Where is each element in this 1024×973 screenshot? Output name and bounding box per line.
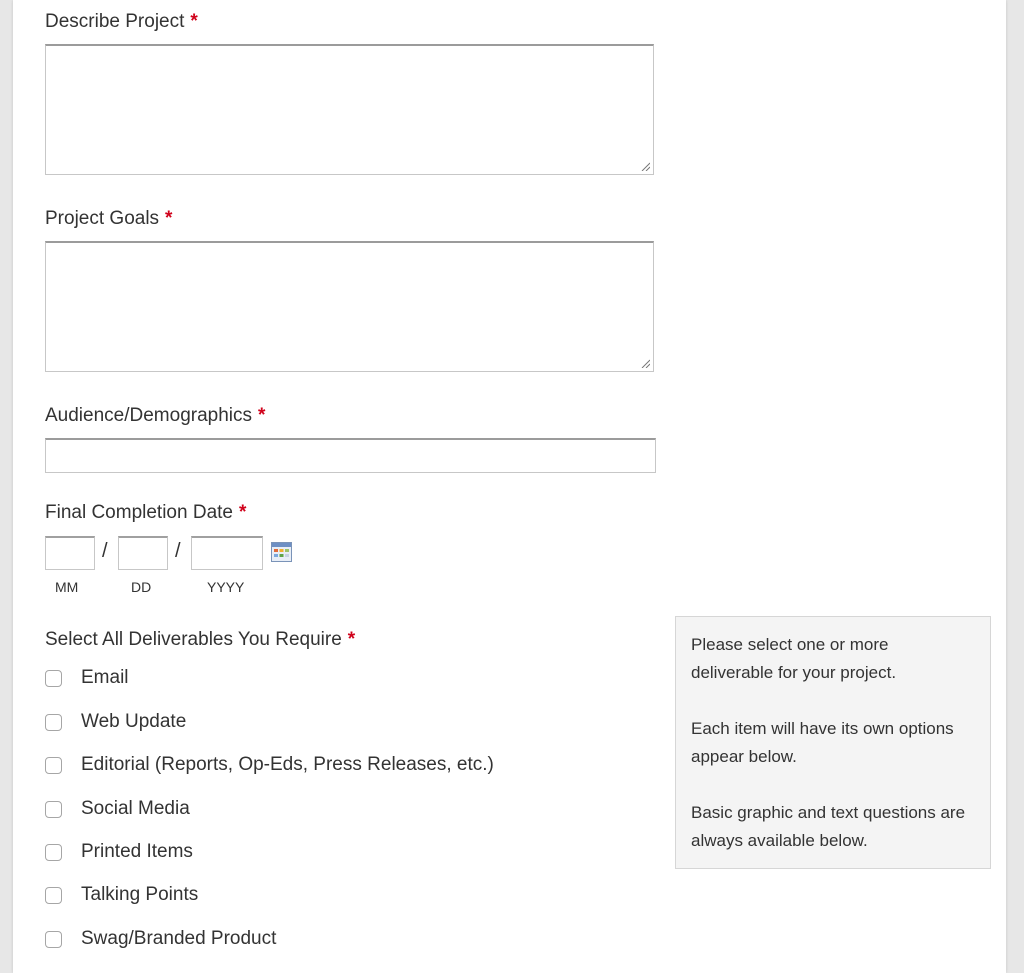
date-separator: /	[175, 540, 181, 562]
checkbox[interactable]	[45, 670, 62, 687]
checkbox[interactable]	[45, 801, 62, 818]
audience-input[interactable]	[45, 438, 656, 473]
resize-handle-icon[interactable]	[640, 161, 650, 171]
required-marker: *	[347, 629, 356, 650]
month-sublabel: MM	[55, 579, 79, 595]
help-text: Please select one or more deliverable for your project.	[691, 635, 897, 682]
checkbox[interactable]	[45, 714, 62, 731]
checkbox[interactable]	[45, 887, 62, 904]
required-marker: *	[190, 11, 198, 32]
day-sublabel: DD	[131, 579, 152, 595]
help-text: Each item will have its own options appear below.	[691, 719, 954, 766]
deliverables-help-box	[675, 616, 991, 869]
checkbox[interactable]	[45, 757, 62, 774]
help-text: Basic graphic and text questions are always available below.	[691, 803, 966, 850]
project-goals-label: Project Goals *	[45, 208, 173, 229]
date-month-input[interactable]	[45, 536, 95, 570]
project-goals-textarea[interactable]	[45, 241, 654, 372]
describe-project-label: Describe Project *	[45, 11, 198, 32]
resize-handle-icon[interactable]	[640, 358, 650, 368]
year-sublabel: YYYY	[207, 579, 245, 595]
required-marker: *	[258, 405, 266, 426]
date-separator: /	[102, 540, 108, 562]
audience-label: Audience/Demographics *	[45, 405, 266, 426]
required-marker: *	[165, 208, 173, 229]
completion-date-label: Final Completion Date *	[45, 502, 247, 523]
checkbox[interactable]	[45, 931, 62, 948]
calendar-icon[interactable]	[271, 542, 292, 562]
date-day-input[interactable]	[118, 536, 168, 570]
checkbox[interactable]	[45, 844, 62, 861]
date-year-input[interactable]	[191, 536, 263, 570]
required-marker: *	[238, 502, 247, 523]
deliverables-label: Select All Deliverables You Require *	[45, 629, 356, 650]
describe-project-textarea[interactable]	[45, 44, 654, 175]
